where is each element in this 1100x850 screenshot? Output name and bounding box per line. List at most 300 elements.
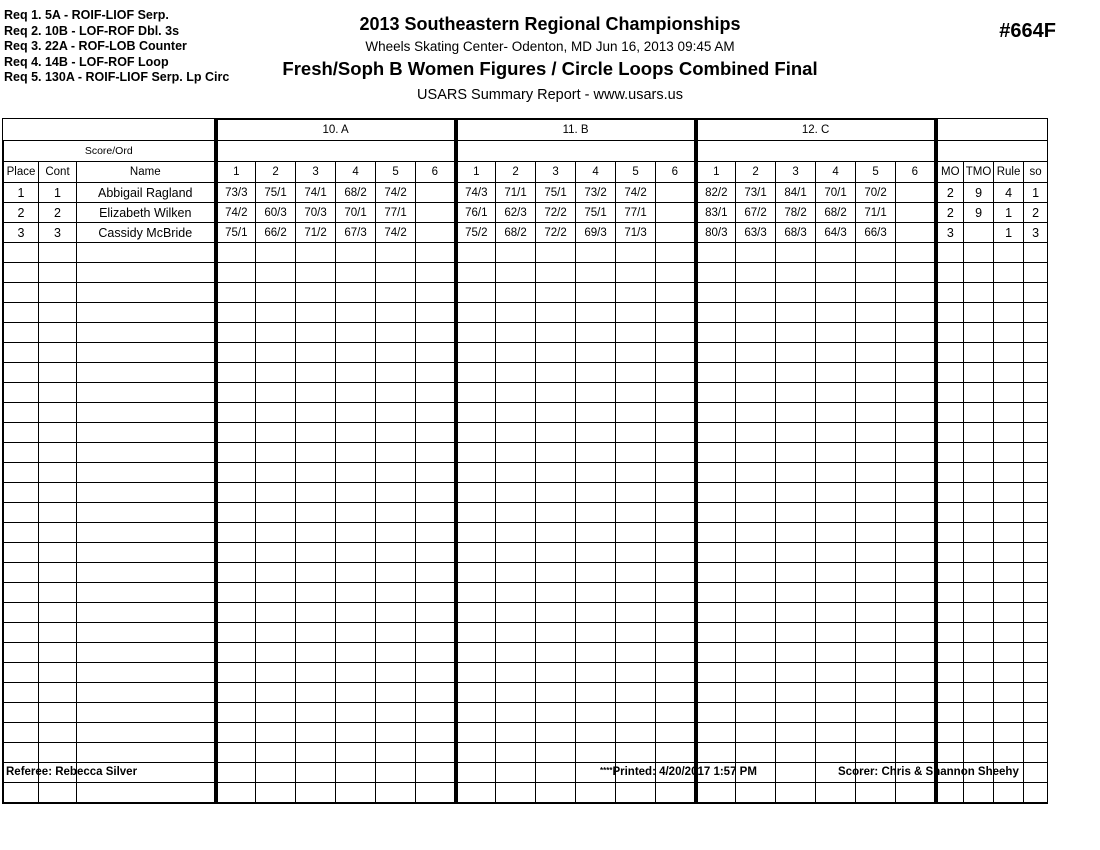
cell-tmo	[964, 403, 994, 423]
header-judge-b4: 4	[576, 162, 616, 183]
cell-score-c	[736, 703, 776, 723]
cell-score-b	[536, 323, 576, 343]
header-tmo: TMO	[964, 162, 994, 183]
cell-score-c	[696, 703, 736, 723]
cell-score-a3: 70/3	[296, 203, 336, 223]
cell-name	[77, 423, 216, 443]
cell-mo	[936, 643, 964, 663]
cell-score-b	[656, 723, 696, 743]
cell-tmo	[964, 543, 994, 563]
cell-name	[77, 583, 216, 603]
cell-score-c	[856, 703, 896, 723]
cell-name	[77, 443, 216, 463]
section-label-c: 12. C	[696, 120, 936, 141]
requirement-item: Req 5. 130A - ROIF-LIOF Serp. Lp Circ	[4, 70, 230, 85]
cell-score-c	[896, 663, 936, 683]
cell-cont	[39, 483, 77, 503]
cell-score-b	[496, 563, 536, 583]
cell-score-a	[376, 663, 416, 683]
header-mo: MO	[936, 162, 964, 183]
cell-score-a	[376, 503, 416, 523]
cell-score-a	[376, 403, 416, 423]
cell-score-b	[576, 363, 616, 383]
cell-score-a2: 66/2	[256, 223, 296, 243]
cell-score-a	[256, 503, 296, 523]
cell-place	[4, 343, 39, 363]
cell-score-b	[576, 583, 616, 603]
cell-score-b	[616, 643, 656, 663]
cell-score-c4: 70/1	[816, 183, 856, 203]
requirement-item: Req 3. 22A - ROF-LOB Counter	[4, 39, 187, 54]
cell-score-a	[216, 243, 256, 263]
cell-score-a	[216, 343, 256, 363]
cell-score-b	[456, 343, 496, 363]
cell-tmo	[964, 643, 994, 663]
cell-score-c	[896, 603, 936, 623]
cell-score-a5: 77/1	[376, 203, 416, 223]
header-so: so	[1024, 162, 1048, 183]
cell-score-b	[616, 443, 656, 463]
cell-score-c	[696, 603, 736, 623]
table-row-empty	[4, 323, 1048, 343]
cell-score-a	[376, 443, 416, 463]
cell-score-b	[536, 703, 576, 723]
cell-cont	[39, 443, 77, 463]
cell-score-b	[616, 583, 656, 603]
cell-so	[1024, 543, 1048, 563]
cell-score-c	[816, 563, 856, 583]
table-row-empty	[4, 283, 1048, 303]
cell-score-c	[816, 283, 856, 303]
header-cont: Cont	[39, 162, 77, 183]
cell-score-c	[856, 543, 896, 563]
cell-score-b	[496, 283, 536, 303]
cell-score-b4: 75/1	[576, 203, 616, 223]
cell-place	[4, 623, 39, 643]
cell-tmo	[964, 603, 994, 623]
cell-place	[4, 463, 39, 483]
cell-so	[1024, 423, 1048, 443]
cell-score-b	[656, 603, 696, 623]
cell-score-b	[536, 263, 576, 283]
cell-score-c	[736, 443, 776, 463]
cell-score-b	[536, 623, 576, 643]
cell-score-a	[296, 543, 336, 563]
cell-score-b	[536, 543, 576, 563]
cell-score-b	[456, 663, 496, 683]
cell-score-b	[656, 503, 696, 523]
cell-score-c	[696, 683, 736, 703]
cell-score-c	[816, 443, 856, 463]
cell-score-b3: 75/1	[536, 183, 576, 203]
cell-score-b	[456, 323, 496, 343]
cell-tmo	[964, 523, 994, 543]
cell-score-c	[736, 403, 776, 423]
cell-score-c	[896, 423, 936, 443]
cell-place	[4, 243, 39, 263]
cell-score-b	[576, 543, 616, 563]
cell-rule: 1	[994, 203, 1024, 223]
cell-score-c	[896, 383, 936, 403]
cell-score-c	[856, 383, 896, 403]
cell-cont: 1	[39, 183, 77, 203]
cell-rule	[994, 643, 1024, 663]
cell-score-c	[776, 623, 816, 643]
cell-score-c	[696, 523, 736, 543]
cell-name	[77, 323, 216, 343]
cell-score-c	[856, 363, 896, 383]
cell-score-b	[576, 463, 616, 483]
cell-name	[77, 683, 216, 703]
cell-score-a	[336, 363, 376, 383]
cell-score-b	[536, 343, 576, 363]
cell-mo	[936, 243, 964, 263]
cell-score-a	[376, 463, 416, 483]
cell-score-b	[456, 303, 496, 323]
table-row-empty	[4, 703, 1048, 723]
cell-score-c	[776, 743, 816, 763]
score-ord-spacer-right	[936, 141, 1048, 162]
venue-line: Wheels Skating Center- Odenton, MD Jun 16, 2013 09:45 AM	[365, 39, 735, 54]
cell-score-b4: 69/3	[576, 223, 616, 243]
cell-score-a	[376, 623, 416, 643]
cell-score-c	[696, 363, 736, 383]
cell-score-b	[656, 423, 696, 443]
cell-score-c	[856, 483, 896, 503]
cell-score-c	[776, 723, 816, 743]
cell-score-a	[416, 503, 456, 523]
cell-so	[1024, 583, 1048, 603]
cell-rule	[994, 443, 1024, 463]
cell-tmo	[964, 363, 994, 383]
cell-score-b	[616, 363, 656, 383]
referee-label: Referee: Rebecca Silver	[6, 766, 138, 778]
cell-score-a4: 68/2	[336, 183, 376, 203]
cell-place	[4, 303, 39, 323]
cell-score-c	[896, 243, 936, 263]
cell-score-b	[656, 543, 696, 563]
cell-score-c	[816, 523, 856, 543]
cell-so	[1024, 443, 1048, 463]
cell-score-c	[776, 543, 816, 563]
cell-score-b	[536, 283, 576, 303]
cell-score-a6	[416, 223, 456, 243]
cell-score-b	[616, 543, 656, 563]
cell-score-b	[496, 263, 536, 283]
cell-mo	[936, 283, 964, 303]
cell-score-a	[296, 243, 336, 263]
cell-so	[1024, 343, 1048, 363]
cell-score-a	[216, 263, 256, 283]
cell-score-c	[736, 723, 776, 743]
cell-cont	[39, 363, 77, 383]
cell-score-a	[216, 523, 256, 543]
cell-score-c	[896, 483, 936, 503]
cell-mo	[936, 663, 964, 683]
cell-so: 1	[1024, 183, 1048, 203]
cell-score-a	[416, 283, 456, 303]
cell-score-a	[416, 363, 456, 383]
cell-score-c3: 78/2	[776, 203, 816, 223]
cell-rule: 1	[994, 223, 1024, 243]
cell-score-b	[576, 563, 616, 583]
cell-score-c	[896, 523, 936, 543]
cell-score-b	[656, 643, 696, 663]
cell-mo: 2	[936, 183, 964, 203]
cell-score-c	[736, 523, 776, 543]
cell-mo	[936, 383, 964, 403]
table-row	[4, 203, 1048, 223]
cell-mo	[936, 363, 964, 383]
header-judge-a3: 3	[296, 162, 336, 183]
cell-score-c	[696, 723, 736, 743]
cell-score-a	[376, 743, 416, 763]
cell-name	[77, 243, 216, 263]
event-title: Fresh/Soph B Women Figures / Circle Loops Combined Final	[282, 58, 818, 79]
cell-score-c	[736, 583, 776, 603]
cell-score-a	[216, 723, 256, 743]
table-row	[4, 223, 1048, 243]
results-sheet	[2, 118, 1048, 804]
cell-score-c	[896, 623, 936, 643]
cell-so: 3	[1024, 223, 1048, 243]
cell-score-b	[496, 603, 536, 623]
cell-score-c5: 71/1	[856, 203, 896, 223]
cell-score-c	[816, 503, 856, 523]
cell-score-c	[816, 463, 856, 483]
cell-score-a3: 74/1	[296, 183, 336, 203]
cell-score-b2: 62/3	[496, 203, 536, 223]
cell-score-a	[376, 243, 416, 263]
cell-tmo	[964, 443, 994, 463]
cell-cont	[39, 703, 77, 723]
cell-score-a	[256, 323, 296, 343]
cell-score-b	[536, 563, 576, 583]
cell-cont	[39, 323, 77, 343]
cell-cont	[39, 543, 77, 563]
cell-so	[1024, 483, 1048, 503]
cell-score-c	[816, 723, 856, 743]
cell-place	[4, 643, 39, 663]
cell-name: Cassidy McBride	[77, 223, 216, 243]
cell-score-b	[536, 303, 576, 323]
cell-so	[1024, 263, 1048, 283]
cell-tmo	[964, 303, 994, 323]
cell-score-a	[376, 303, 416, 323]
cell-score-a	[296, 283, 336, 303]
cell-score-b	[496, 663, 536, 683]
cell-score-b	[616, 243, 656, 263]
cell-score-b	[456, 383, 496, 403]
cell-score-a	[336, 523, 376, 543]
cell-score-a	[416, 743, 456, 763]
cell-score-c	[856, 403, 896, 423]
cell-cont	[39, 383, 77, 403]
cell-score-a	[296, 523, 336, 543]
cell-score-b	[456, 683, 496, 703]
cell-rule	[994, 683, 1024, 703]
cell-score-a	[416, 563, 456, 583]
section-label-b: 11. B	[456, 120, 696, 141]
cell-score-b1: 74/3	[456, 183, 496, 203]
cell-cont	[39, 743, 77, 763]
cell-score-a	[416, 243, 456, 263]
cell-rule	[994, 283, 1024, 303]
cell-score-b	[496, 343, 536, 363]
cell-score-a	[256, 443, 296, 463]
cell-score-c6	[896, 183, 936, 203]
cell-score-a	[296, 683, 336, 703]
cell-tmo	[964, 703, 994, 723]
cell-score-c5: 70/2	[856, 183, 896, 203]
cell-score-b	[576, 263, 616, 283]
cell-score-a	[256, 523, 296, 543]
cell-score-a	[216, 663, 256, 683]
table-row-empty	[4, 343, 1048, 363]
cell-score-c6	[896, 203, 936, 223]
cell-place	[4, 663, 39, 683]
cell-so	[1024, 463, 1048, 483]
cell-rule	[994, 403, 1024, 423]
cell-score-a	[296, 463, 336, 483]
cell-rule	[994, 663, 1024, 683]
cell-name	[77, 523, 216, 543]
cell-score-c	[816, 263, 856, 283]
cell-place	[4, 443, 39, 463]
cell-score-a	[416, 643, 456, 663]
cell-score-a	[256, 703, 296, 723]
cell-cont	[39, 683, 77, 703]
cell-score-a	[296, 703, 336, 723]
cell-score-c3: 68/3	[776, 223, 816, 243]
cell-tmo	[964, 743, 994, 763]
cell-score-b4: 73/2	[576, 183, 616, 203]
cell-tmo	[964, 683, 994, 703]
cell-score-a	[216, 623, 256, 643]
cell-score-c	[776, 363, 816, 383]
cell-score-c	[776, 583, 816, 603]
cell-rule	[994, 423, 1024, 443]
cell-tmo	[964, 383, 994, 403]
cell-score-b	[656, 283, 696, 303]
cell-score-c	[816, 643, 856, 663]
cell-so: 2	[1024, 203, 1048, 223]
cell-score-a	[216, 283, 256, 303]
cell-score-b	[456, 523, 496, 543]
cell-score-c	[736, 643, 776, 663]
cell-score-a	[336, 723, 376, 743]
cell-score-c	[856, 523, 896, 543]
cell-rule	[994, 343, 1024, 363]
cell-score-c	[896, 403, 936, 423]
cell-score-b	[576, 743, 616, 763]
cell-score-c1: 83/1	[696, 203, 736, 223]
cell-tmo	[964, 423, 994, 443]
cell-tmo	[964, 563, 994, 583]
cell-score-c	[896, 303, 936, 323]
cell-score-a	[216, 603, 256, 623]
cell-so	[1024, 623, 1048, 643]
cell-score-b	[536, 683, 576, 703]
cell-score-b	[536, 603, 576, 623]
cell-score-b	[456, 503, 496, 523]
cell-score-c	[696, 623, 736, 643]
cell-score-b	[496, 303, 536, 323]
cell-score-c	[896, 283, 936, 303]
cell-cont	[39, 263, 77, 283]
cell-score-c	[736, 283, 776, 303]
cell-score-b	[456, 623, 496, 643]
cell-score-c	[856, 243, 896, 263]
cell-score-a	[296, 423, 336, 443]
cell-score-b	[576, 523, 616, 543]
cell-score-a	[216, 743, 256, 763]
cell-score-a5: 74/2	[376, 223, 416, 243]
cell-score-b	[616, 703, 656, 723]
cell-name	[77, 383, 216, 403]
table-row-empty	[4, 483, 1048, 503]
cell-place	[4, 743, 39, 763]
cell-score-a	[376, 643, 416, 663]
score-ord-label: Score/Ord	[4, 141, 216, 162]
printed-label	[600, 766, 757, 778]
cell-score-c	[816, 243, 856, 263]
cell-score-b2: 68/2	[496, 223, 536, 243]
cell-score-b	[496, 543, 536, 563]
cell-score-c	[856, 443, 896, 463]
cell-tmo	[964, 263, 994, 283]
cell-score-a2: 75/1	[256, 183, 296, 203]
cell-score-a	[336, 403, 376, 423]
table-row-empty	[4, 683, 1048, 703]
cell-mo	[936, 343, 964, 363]
cell-score-b	[616, 303, 656, 323]
cell-score-b	[656, 343, 696, 363]
cell-score-a	[416, 343, 456, 363]
cell-score-a	[216, 643, 256, 663]
cell-score-b	[456, 483, 496, 503]
cell-score-b	[576, 643, 616, 663]
cell-score-b	[656, 743, 696, 763]
cell-score-b	[456, 283, 496, 303]
cell-score-b	[656, 403, 696, 423]
cell-score-a	[296, 563, 336, 583]
cell-name	[77, 263, 216, 283]
cell-score-c	[896, 743, 936, 763]
cell-score-a	[376, 703, 416, 723]
cell-score-b1: 76/1	[456, 203, 496, 223]
cell-place: 1	[4, 183, 39, 203]
cell-mo	[936, 463, 964, 483]
cell-mo	[936, 423, 964, 443]
cell-score-c	[696, 563, 736, 583]
cell-score-a	[216, 303, 256, 323]
table-row-empty	[4, 603, 1048, 623]
section-label-a: 10. A	[216, 120, 456, 141]
cell-rule	[994, 743, 1024, 763]
header-judge-c2: 2	[736, 162, 776, 183]
header-judge-b2: 2	[496, 162, 536, 183]
cell-score-a	[216, 463, 256, 483]
cell-score-a	[256, 483, 296, 503]
cell-rule: 4	[994, 183, 1024, 203]
cell-score-a	[296, 583, 336, 603]
cell-place	[4, 603, 39, 623]
cell-score-a	[216, 363, 256, 383]
cell-score-c	[776, 383, 816, 403]
cell-score-a	[256, 423, 296, 443]
cell-score-b	[616, 403, 656, 423]
